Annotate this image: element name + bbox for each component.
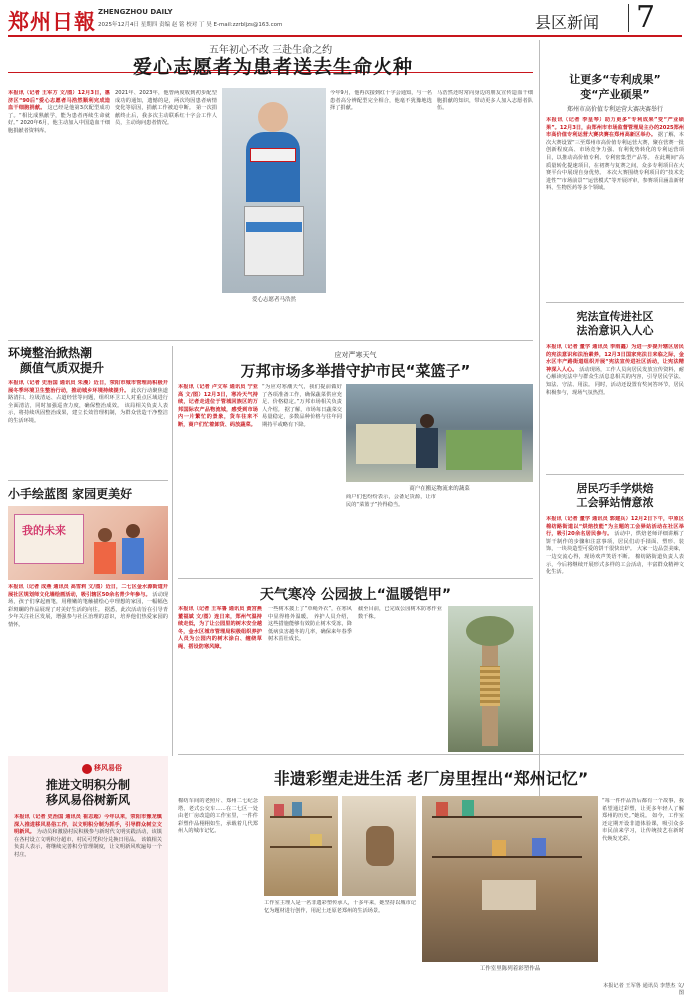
market-photo (346, 384, 533, 482)
article-market (178, 346, 533, 578)
headline-line1: 让更多“专利成果” (569, 73, 661, 86)
headline-line2: 法治意识入人心 (576, 324, 654, 337)
article-environment (8, 346, 168, 476)
shelf-line (270, 846, 332, 848)
figurine (532, 838, 546, 856)
masthead-rule (8, 35, 682, 37)
article-body-col2 (115, 90, 217, 340)
article-body-col2 (262, 384, 342, 574)
body-para: 这已经是他第3次配型成功了。“相比成熟献学，能为患者再续生命就好。” (8, 105, 110, 127)
body-para: 2021年、2023年，他曾两度收到初步配型成功的通知，遗憾的是，两次均因患者病情变化等原因，捐献工作被迫中断。 (115, 90, 217, 112)
newspaper-logo: 郑州日報 (8, 9, 96, 34)
body-para: 本次大赛围绕专利项目的“技术先进性”“市场前景”“运营模式”等开展评审，参赛项目涵盖新材料、生物医药等多个领域。 (546, 170, 684, 192)
figurine (310, 834, 322, 846)
lead-text: 本报讯（记者 李皇琴）助力更多“专利成果”变“产业硕果”。12月3日，由郑州市市场监督管理局主办的2025郑州市高价值专利运营大赛决赛在郑州高新区举办。 (546, 117, 684, 139)
lead-text: 本报讯（记者 史治国 通讯员 朱漫）近日，荥阳市城市管理局积极开展冬季环境卫生整治行动，推动城乡环境持续提升。 (8, 380, 168, 394)
right-column-divider (539, 40, 540, 820)
vendor-head (420, 414, 434, 428)
body-para: 该镇相关负责人表示，将继续完善积分管理制度，让文明新风吹遍每一个村庄。 (14, 836, 162, 858)
body-para: 该局相关负责人表示，将持续巩固整治成果，建立长效管理机制，为群众营造干净整洁的生活环境。 (8, 402, 168, 424)
person-body (246, 132, 300, 202)
headline: 爱心志愿者为患者送去生命火种 (132, 56, 413, 78)
body-para: “为应对寒潮天气，我们提前做好了各项准备工作，确保蔬菜供应充足、价格稳定。”万邦市场相关负责人介绍。 (262, 384, 342, 413)
article-kids-drawing (8, 486, 168, 752)
headline: 天气寒冷 公园披上“温暖铠甲” (259, 587, 452, 603)
headline-line1: 环境整治掀热潮 (8, 346, 93, 360)
body-para: 今年9月，他再次接到红十字会通知，与一名患者高分辨配型完全相合，他毫不犹豫地选择了捐献。 (330, 90, 432, 112)
body-para: 如今，工作室还定期开设非遗体验课，吸引众多市民前来学习，让传统技艺在新时代焕发光彩。 (602, 813, 684, 842)
headline: 万邦市场多举措守护市民“菜篮子” (240, 362, 471, 380)
lead-text: 本报讯（记者 董学 通讯员 郭建兵）12月2日下午，中原区棉纺路街道以“烘焙技能”为主题的工会驿站活动在社区举行，吸引20余名居民参与。 (546, 516, 684, 538)
clay-piece (366, 826, 394, 866)
article-body (546, 344, 684, 474)
newspaper-english-name: ZHENGZHOU DAILY (98, 8, 173, 16)
sculpture-photo-work (342, 796, 416, 896)
sculpture-photo-shelf (264, 796, 338, 896)
article-body-col1 (178, 798, 258, 994)
child-body (122, 538, 144, 574)
shelf-line (270, 816, 332, 818)
mural-text: 我的未来 (22, 524, 66, 537)
article-body-col1 (178, 384, 258, 574)
kicker: 应对严寒天气 (334, 351, 377, 359)
body-para: 据悉，此次活动旨在引导青少年关注社区发展，增强参与社区治理的意识，培养他们热爱家园的情怀。 (8, 606, 168, 628)
divider (546, 474, 684, 475)
donation-equipment (244, 206, 304, 276)
child-head (126, 524, 140, 538)
divider (546, 302, 684, 303)
vegetable-pile (446, 430, 522, 470)
vendor-body (416, 428, 438, 468)
divider (178, 578, 533, 579)
subheadline: 郑州市高价值专利运营大赛决赛举行 (566, 106, 663, 113)
body-para: 据了解，市场每日蔬菜交易量稳定，多数品种价格与往年同期持平或略有下降。 (262, 406, 342, 428)
body-para: 活动现场，工作人员向居民发放宣传资料，耐心解读宪法中与群众生活息息相关的内容，引导居民学法、知法、守法、用法。 (546, 366, 684, 388)
page-number-divider (628, 4, 629, 32)
park-tree-photo (448, 606, 533, 752)
body-para: 棉纺车间的老照片、郑州二七纪念塔、老式公交车……在二七区一处由老厂房改造的工作室里，一件件彩塑作品栩栩如生，承载着几代郑州人的城市记忆。 (178, 798, 258, 835)
byline: 本报记者 王军鲁 通讯员 李慧杰 文/图 (603, 983, 684, 996)
body-para: 第一次捐献终止后，我多次主动联系红十字会工作人员，主动询问患者情况。 (115, 105, 217, 127)
body-para: 棉纺路街道负责人表示，今后将继续开展形式多样的工会活动，丰富群众精神文化生活。 (546, 553, 684, 576)
shelf-line (432, 856, 582, 858)
headline: 非遗彩塑走进生活 老厂房里捏出“郑州记忆” (273, 769, 589, 788)
article-body (8, 584, 168, 750)
divider (178, 754, 684, 755)
body-para: 工作室主理人是一名非遗彩塑传承人，十多年来，她坚持以城市记忆为题材进行创作，用泥土还原老郑州的生活场景。 (264, 900, 416, 914)
article-volunteer (8, 40, 533, 340)
lead-text: 本报讯（记者 卢文军 通讯员 宁亚高 文/图）12月3日，寒冷天气持续，记者走进位于管城回族区的万邦国际农产品物流城，感受到市场内一片繁忙的景象，货车往来不断，商户们忙着卸货、码放蔬菜。 (178, 384, 258, 428)
work-table (482, 880, 536, 910)
body-para: 为动员和激励村民积极参与新时代文明实践活动，该镇在各村设立文明积分超市，村民可凭积分兑换日用品。 (14, 829, 162, 843)
article-body-col2 (264, 900, 416, 994)
body-para: 截至目前，已完成公园树木防寒作业数千株。 (358, 606, 442, 620)
divider (8, 480, 168, 481)
kicker: 五年初心不改 三赴生命之约 (208, 45, 333, 56)
figurine (492, 840, 506, 856)
figurine (292, 802, 302, 816)
body-para: 在此期间“高质量转化提速项目，在初赛与复赛之间，众多专利项目在大赛平台中展现自身优势。 (546, 154, 684, 177)
article-constitution (546, 310, 684, 480)
article-body (546, 117, 684, 297)
headline-line1: 推进文明积分制 (45, 778, 130, 792)
article-customs (8, 756, 168, 992)
article-park (178, 582, 533, 754)
lead-text: 本报讯（记者 成燕 通讯员 高雪莉 文/图）近日，二七区金水源街道开展社区规划师文化墙绘画活动，吸引辖区50余名青少年参与。 (8, 584, 168, 598)
divider (8, 340, 533, 341)
article-body-col1 (8, 90, 110, 340)
child-head (98, 528, 112, 542)
body-para: 同时，活动还设置有奖问答环节，居民积极参与，现场气氛热烈。 (546, 381, 684, 396)
section-tag: 移风易俗 (94, 764, 122, 772)
lead-text: 本报讯（记者 董学 通讯员 李雨鑫）为进一步提升辖区居民的宪法意识和法治素养，12月3日国家宪法日来临之际，金水区丰产路街道组织开展“宪法宣传进社区活动，让宪法精神深入人心。 (546, 344, 684, 373)
volunteer-photo (222, 88, 326, 293)
headline-line2: 颜值气质双提升 (20, 361, 105, 375)
article-body-col2 (268, 606, 352, 752)
issue-info: 2025年12月4日 星期四 责编 赵 铭 校对 丁 昊 E-mail:zzrbljzs@163.com (98, 22, 283, 28)
body-para: 养护人员介绍，这些措施能够有效防止树木受冻，降低病虫害越冬的几率，确保来年春季树木茁壮成长。 (268, 613, 352, 643)
kids-drawing-photo (8, 506, 168, 580)
article-body-col4 (602, 798, 684, 974)
figurine (274, 804, 284, 816)
body-para: “每一件作品背后都有一个故事，我希望通过彩塑，让更多年轻人了解郑州的历史。”她说。 (602, 798, 684, 820)
article-patents (546, 72, 684, 302)
lead-text: 本报讯（记者 史治国 通讯员 崔志超）今年以来，荥阳市豫龙镇深入推进移风易俗工作，以文明积分制为抓手，引导群众树立文明新风。 (14, 814, 162, 836)
lead-text: 本报讯（记者 王军鲁 通讯员 黄宫燕 董福斌 文/图）连日来，郑州气温持续走低，为了让公园里的树木安全越冬，金水区城市管理局积极组织养护人员为公园内的树木涂白、缠绕草绳、搭设防寒风障。 (178, 606, 262, 650)
body-para: 活动现场，孩子们拿起画笔，用稚嫩的笔触描绘心中理想的家园，一幅幅色彩斑斓的作品展现了对美好生活的向往。 (8, 591, 168, 613)
body-para: 马浩然还时常向身边的朋友宣传造血干细胞捐献的知识，带动更多人加入志愿者队伍。 (437, 90, 533, 112)
photo-caption: 工作室里陈列着彩塑作品 (479, 966, 541, 972)
section-tag-icon (82, 764, 92, 774)
person-head (258, 102, 288, 132)
body-para: 大家一边品尝美味，一边交流心得，现场欢声笑语不断。 (546, 546, 684, 560)
article-body-col5 (437, 90, 533, 340)
article-body-col1 (178, 606, 262, 752)
headline-line2: 工会驿站情意浓 (576, 496, 654, 509)
certificate-board (250, 148, 296, 162)
headline-line1: 居民巧手学烘焙 (576, 482, 654, 495)
article-body-col3 (358, 606, 442, 752)
shelf-line (432, 816, 582, 818)
article-body-col3 (346, 494, 436, 574)
article-body (8, 380, 168, 470)
headline: 小手绘蓝图 家园更美好 (8, 487, 133, 501)
workshop-photo (422, 796, 598, 962)
figurine (462, 800, 474, 816)
child-body (94, 542, 116, 574)
tree-crown (466, 616, 514, 646)
article-body (14, 814, 162, 990)
straw-wrap (480, 666, 500, 706)
body-para: 2020年6月，他主动加入中国造血干细胞捐献者资料库。 (8, 120, 110, 134)
section-name: 县区新闻 (535, 13, 600, 32)
column-divider (172, 346, 173, 756)
lead-text: 本报讯（记者 王军方 文/图）12月3日，惠济区“90后”爱心志愿者马浩然顺利完成造血干细胞捐献。 (8, 90, 110, 112)
page-number: 7 (636, 0, 656, 35)
article-clay-sculpture (178, 760, 684, 996)
equipment-panel (246, 222, 302, 232)
figurine (436, 802, 448, 816)
body-para: 活动中，烘焙老师详细讲解了饼干制作的步骤和注意事项，居民们动手揉面、塑形、装饰，一块块造型可爱的饼干很快出炉。 (546, 531, 684, 553)
body-para: 一些树木披上了“草绳外衣”，在寒风中显得格外温暖。 (268, 606, 352, 620)
body-para: 商户们也纷纷表示，会备足货源，让市民的“菜篮子”拎得稳当。 (346, 494, 436, 508)
produce-crates (356, 424, 416, 464)
body-para: 此次行动聚焦道路清扫、垃圾清运、占道经营等问题，组织环卫工人对重点区域进行全面清洁，同时加强巡查力度，确保整治成效。 (8, 387, 168, 409)
headline-line2: 变“产业硕果” (580, 88, 650, 101)
photo-caption: 商户在搬运物流来的蔬菜 (409, 486, 470, 492)
photo-caption: 爱心志愿者马浩然 (251, 297, 296, 303)
headline-line1: 宪法宣传进社区 (576, 310, 654, 323)
body-para: 据了解，本次大赛设置“三至郑州市高价值专利运营大赛，聚在营赛一批创新程度高、市场竞争力强、有利优势转化的专利运营项目，以推动高价值专利、专利密集型产品等。 (546, 132, 684, 161)
headline-line2: 移风易俗树新风 (45, 793, 130, 807)
article-body-col4 (330, 90, 432, 340)
